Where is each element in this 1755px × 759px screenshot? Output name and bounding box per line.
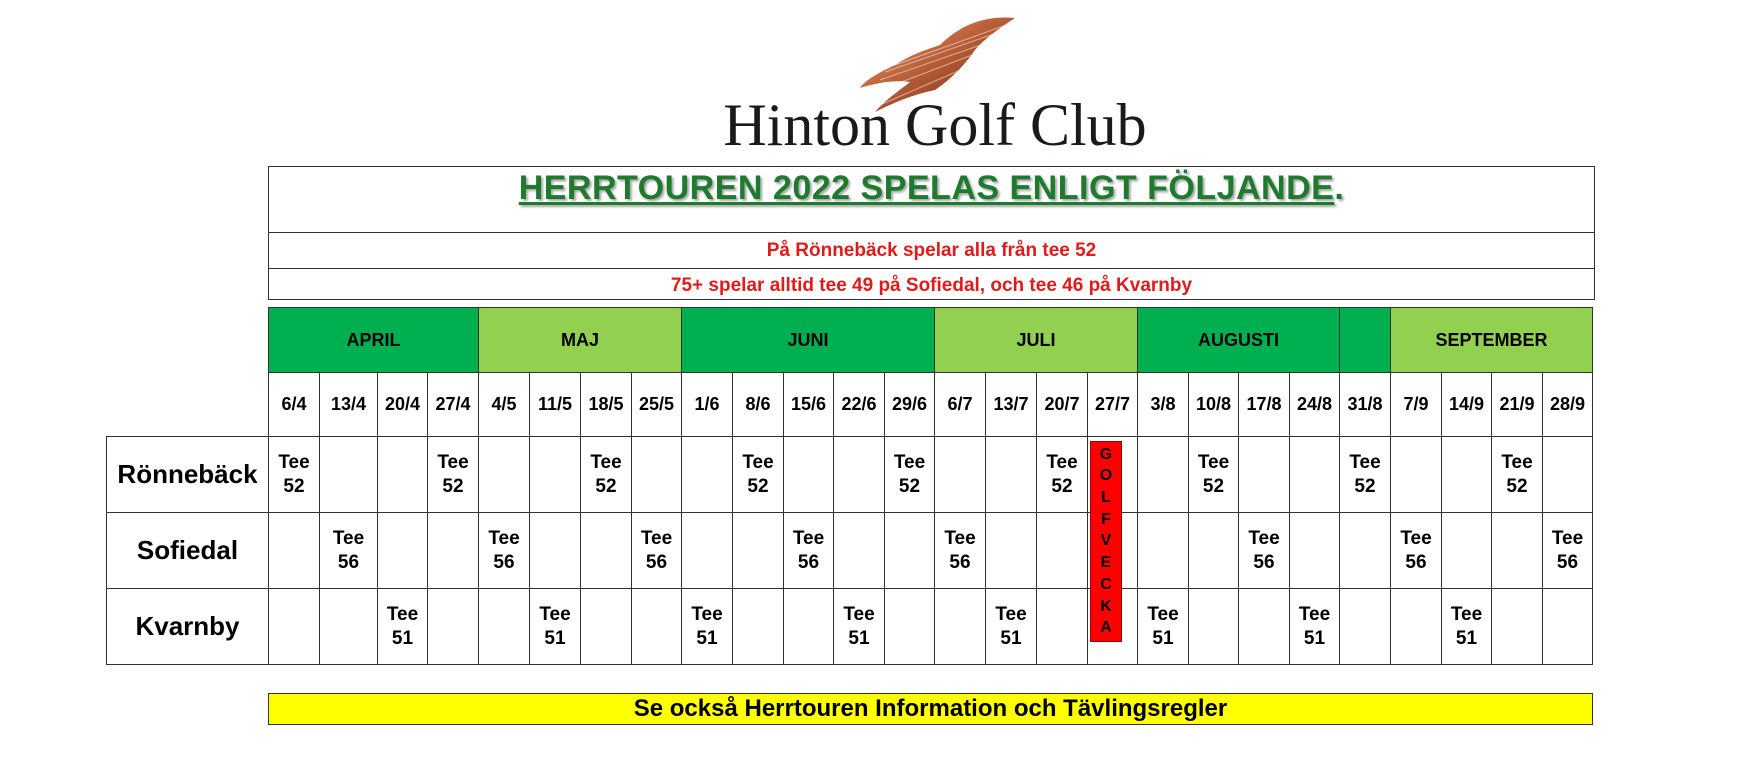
club-logo (0, 0, 1755, 160)
course-row (107, 589, 1593, 665)
golfvecka-letter: C (1100, 575, 1112, 593)
title-box (268, 166, 1595, 300)
date-header: 27/7 (1088, 373, 1138, 437)
tee-label: Tee (1551, 527, 1584, 549)
date-header: 21/9 (1492, 373, 1543, 437)
schedule-cell (378, 437, 428, 513)
schedule-cell (1442, 589, 1492, 665)
schedule-cell (530, 589, 581, 665)
tee-number: 51 (1303, 627, 1326, 649)
date-header: 27/4 (428, 373, 479, 437)
tee-number: 51 (391, 627, 414, 649)
schedule-cell (935, 513, 986, 589)
schedule-cell (1290, 513, 1340, 589)
date-header: 18/5 (581, 373, 632, 437)
tee-label: Tee (995, 603, 1027, 625)
schedule-cell (1239, 437, 1290, 513)
date-header: 15/6 (784, 373, 834, 437)
title-row (269, 167, 1594, 232)
schedule-cell (834, 513, 885, 589)
schedule-cell (784, 513, 834, 589)
page-title (519, 169, 1335, 208)
tee-number: 56 (337, 551, 360, 573)
tee-label: Tee (590, 451, 622, 473)
title-period: . (1334, 169, 1345, 207)
tee-label: Tee (792, 527, 825, 549)
tee-label: Tee (893, 451, 926, 473)
tee-number: 51 (1000, 627, 1022, 649)
course-name: Sofiedal (107, 513, 269, 589)
schedule-cell (1138, 589, 1189, 665)
date-header: 4/5 (479, 373, 530, 437)
schedule-cell (784, 589, 834, 665)
month-header: JULI (935, 308, 1138, 373)
schedule-cell (1037, 513, 1088, 589)
tee-number: 52 (1354, 475, 1376, 497)
corner-blank (107, 308, 269, 373)
schedule-cell (1391, 513, 1442, 589)
schedule-cell (733, 513, 784, 589)
tee-number: 56 (797, 551, 820, 573)
schedule-cell (682, 589, 733, 665)
tee-label: Tee (488, 527, 520, 549)
date-header-row (107, 373, 1593, 437)
schedule-cell (935, 589, 986, 665)
month-header (1340, 308, 1391, 373)
tee-number: 52 (442, 475, 464, 497)
date-header: 6/4 (269, 373, 320, 437)
date-header: 6/7 (935, 373, 986, 437)
tee-label: Tee (386, 603, 419, 625)
tee-number: 51 (1455, 627, 1478, 649)
schedule-cell (1037, 437, 1088, 513)
schedule-cell (269, 437, 320, 513)
schedule-cell (1189, 589, 1239, 665)
schedule-cell (986, 513, 1037, 589)
schedule-cell (1543, 437, 1593, 513)
date-header: 20/7 (1037, 373, 1088, 437)
schedule-cell (1340, 437, 1391, 513)
golfvecka-letter: V (1100, 532, 1112, 550)
golfvecka-letter: A (1100, 619, 1112, 637)
tee-label: Tee (1046, 451, 1078, 473)
date-header: 13/4 (320, 373, 378, 437)
course-name: Kvarnby (107, 589, 269, 665)
schedule-cell (834, 589, 885, 665)
month-header: MAJ (479, 308, 682, 373)
schedule-cell (530, 437, 581, 513)
golfvecka-letter: L (1101, 489, 1111, 507)
date-header: 11/5 (530, 373, 581, 437)
date-header: 22/6 (834, 373, 885, 437)
schedule-cell (378, 513, 428, 589)
schedule-table (106, 307, 1593, 665)
tee-label: Tee (278, 451, 310, 473)
schedule-cell (479, 437, 530, 513)
schedule-cell (733, 437, 784, 513)
tee-number: 51 (848, 627, 870, 649)
schedule-cell (1543, 589, 1593, 665)
schedule-cell (1492, 437, 1543, 513)
schedule-cell (682, 513, 733, 589)
date-header: 24/8 (1290, 373, 1340, 437)
schedule-cell (1138, 513, 1189, 589)
tee-label: Tee (1349, 451, 1381, 473)
golfvecka-letter: K (1100, 597, 1112, 615)
month-header: JUNI (682, 308, 935, 373)
schedule-cell (885, 589, 935, 665)
golfvecka-banner (1090, 441, 1122, 642)
tee-label: Tee (1501, 451, 1533, 473)
schedule-cell (269, 589, 320, 665)
date-header: 25/5 (632, 373, 682, 437)
schedule-cell (935, 437, 986, 513)
schedule-cell (1391, 437, 1442, 513)
schedule-cell (581, 513, 632, 589)
tee-number: 51 (1152, 627, 1174, 649)
info-line-1: På Rönnebäck spelar alla från tee 52 (269, 232, 1594, 268)
course-row (107, 513, 1593, 589)
tee-label: Tee (640, 527, 673, 549)
schedule-cell (269, 513, 320, 589)
tee-number: 56 (645, 551, 668, 573)
month-header: APRIL (269, 308, 479, 373)
tee-label: Tee (1450, 603, 1483, 625)
schedule-cell (479, 589, 530, 665)
tee-label: Tee (1298, 603, 1331, 625)
schedule-cell (1189, 513, 1239, 589)
schedule-cell (632, 437, 682, 513)
logo-text: Hinton Golf Club (723, 92, 1147, 158)
schedule-cell (1492, 513, 1543, 589)
tee-label: Tee (539, 603, 571, 625)
tee-number: 52 (283, 475, 305, 497)
golfvecka-letter: F (1101, 510, 1111, 528)
schedule-cell (1442, 513, 1492, 589)
date-header: 1/6 (682, 373, 733, 437)
schedule-cell (428, 437, 479, 513)
schedule-cell (632, 589, 682, 665)
schedule-cell (320, 513, 378, 589)
tee-label: Tee (742, 451, 774, 473)
schedule-cell (986, 437, 1037, 513)
schedule-cell (378, 589, 428, 665)
schedule-cell (1492, 589, 1543, 665)
month-header: SEPTEMBER (1391, 308, 1593, 373)
tee-number: 56 (949, 551, 971, 573)
schedule-cell (530, 513, 581, 589)
schedule-cell (1290, 437, 1340, 513)
date-header: 3/8 (1138, 373, 1189, 437)
date-header: 28/9 (1543, 373, 1593, 437)
tee-label: Tee (1400, 527, 1432, 549)
schedule-cell (479, 513, 530, 589)
schedule-cell (428, 589, 479, 665)
date-header: 29/6 (885, 373, 935, 437)
date-header: 31/8 (1340, 373, 1391, 437)
schedule-cell (1239, 513, 1290, 589)
tee-label: Tee (691, 603, 723, 625)
tee-number: 51 (544, 627, 566, 649)
info-line-2: 75+ spelar alltid tee 49 på Sofiedal, och tee 46 på Kvarnby (269, 268, 1594, 299)
golfvecka-letter: E (1100, 554, 1112, 572)
corner-blank (107, 373, 269, 437)
title-part-1: HERRTOUREN 2022 (518, 169, 851, 207)
schedule-cell (682, 437, 733, 513)
schedule-cell (1543, 513, 1593, 589)
tee-label: Tee (1197, 451, 1230, 473)
tee-label: Tee (1147, 603, 1179, 625)
schedule-cell (1290, 589, 1340, 665)
date-header: 10/8 (1189, 373, 1239, 437)
course-row (107, 437, 1593, 513)
tee-label: Tee (332, 527, 365, 549)
golfvecka-letter: O (1099, 467, 1113, 485)
tee-label: Tee (437, 451, 469, 473)
schedule-cell (1340, 513, 1391, 589)
tee-number: 52 (1051, 475, 1073, 497)
tee-number: 52 (595, 475, 617, 497)
tee-number: 52 (898, 475, 921, 497)
tee-number: 52 (1202, 475, 1225, 497)
schedule-cell (1391, 589, 1442, 665)
schedule-cell (632, 513, 682, 589)
date-header: 13/7 (986, 373, 1037, 437)
tee-number: 56 (1556, 551, 1579, 573)
tee-number: 51 (696, 627, 718, 649)
tee-number: 56 (1405, 551, 1427, 573)
schedule-cell (1239, 589, 1290, 665)
tee-number: 56 (1253, 551, 1275, 573)
schedule-cell (1340, 589, 1391, 665)
schedule-cell (1138, 437, 1189, 513)
schedule-cell (320, 437, 378, 513)
tee-number: 52 (747, 475, 769, 497)
tee-number: 56 (493, 551, 515, 573)
schedule-cell (986, 589, 1037, 665)
tee-number: 52 (1506, 475, 1528, 497)
schedule-cell (1189, 437, 1239, 513)
golfvecka-letter: G (1099, 445, 1113, 463)
month-header: AUGUSTI (1138, 308, 1340, 373)
date-header: 17/8 (1239, 373, 1290, 437)
footer-note: Se också Herrtouren Information och Tävlingsregler (268, 693, 1593, 725)
date-header: 14/9 (1442, 373, 1492, 437)
date-header: 7/9 (1391, 373, 1442, 437)
tee-label: Tee (944, 527, 976, 549)
schedule-cell (428, 513, 479, 589)
schedule-cell (885, 513, 935, 589)
schedule-cell (733, 589, 784, 665)
schedule-cell (581, 589, 632, 665)
tee-label: Tee (1248, 527, 1280, 549)
schedule-cell (320, 589, 378, 665)
title-part-2: SPELAS ENLIGT FÖLJANDE (860, 169, 1335, 207)
schedule-cell (581, 437, 632, 513)
course-name: Rönnebäck (107, 437, 269, 513)
schedule-cell (834, 437, 885, 513)
schedule-cell (885, 437, 935, 513)
schedule-cell (1037, 589, 1088, 665)
month-header-row (107, 308, 1593, 373)
schedule-cell (1442, 437, 1492, 513)
date-header: 20/4 (378, 373, 428, 437)
date-header: 8/6 (733, 373, 784, 437)
tee-label: Tee (843, 603, 875, 625)
schedule-cell (784, 437, 834, 513)
